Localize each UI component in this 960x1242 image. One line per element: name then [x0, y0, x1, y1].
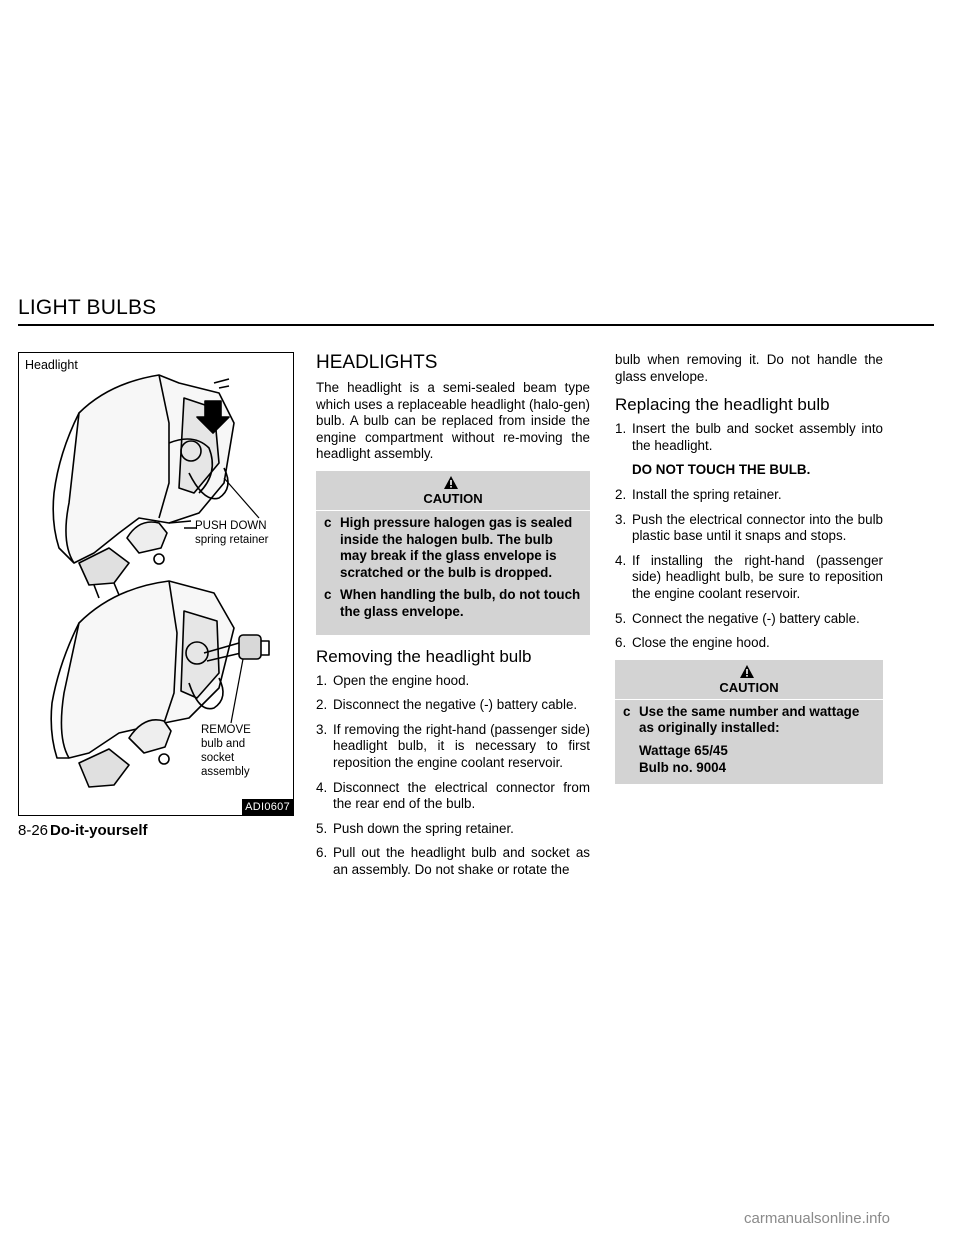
caution-item-text: High pressure halogen gas is sealed inside the halogen bulb. The bulb may break if the glass envelope is scratched or the bulb is dropped.: [340, 514, 573, 580]
list-item: [615, 553, 883, 603]
page-footer: [18, 822, 148, 839]
step-number: 6.: [615, 635, 627, 651]
list-item: [316, 845, 590, 878]
remove-label-line1: REMOVE: [201, 724, 251, 736]
step-text: Push the electrical connector into the bulb plastic base until it snaps and stops.: [632, 511, 883, 544]
step-text: Open the engine hood.: [333, 672, 470, 688]
step-text: Close the engine hood.: [632, 635, 770, 651]
remove-label-line4: assembly: [201, 766, 250, 778]
caution-header-2: [615, 660, 883, 700]
headlights-intro: The headlight is a semi-sealed beam type which uses a replaceable headlight (halo-gen) bulb. A bulb can be replaced from inside the engine compartment without re-moving the headlight assembly.: [316, 380, 590, 462]
list-item: [615, 611, 883, 628]
caution-box-2: [615, 660, 883, 784]
step-number: 1.: [316, 672, 328, 688]
step-text: If installing the right-hand (passenger side) headlight bulb, be sure to reposition the engine coolant reservoir.: [632, 552, 883, 601]
list-item: [316, 697, 590, 714]
step-number: 3.: [615, 511, 627, 527]
caution-label-1: CAUTION: [423, 490, 483, 506]
list-item: [316, 821, 590, 838]
list-item: [615, 487, 883, 504]
bullet-icon: c: [623, 703, 631, 719]
step-text: Install the spring retainer.: [632, 486, 782, 502]
list-item: [615, 635, 883, 652]
headlights-heading: HEADLIGHTS: [316, 352, 438, 373]
removing-continued: bulb when removing it. Do not handle the glass envelope.: [615, 352, 883, 384]
push-down-label-line2: spring retainer: [195, 534, 269, 546]
section-rule: [18, 324, 934, 326]
caution-item: [316, 587, 590, 620]
right-column: [615, 352, 883, 792]
list-item: [316, 673, 590, 690]
figure-title: Headlight: [25, 358, 78, 372]
headlight-figure: [18, 352, 294, 816]
step-number: 2.: [316, 697, 328, 713]
list-item: [316, 780, 590, 813]
chapter-name: Do-it-yourself: [50, 822, 148, 839]
step-number: 3.: [316, 721, 328, 737]
list-item: [316, 722, 590, 772]
figure-code: ADI0607: [242, 799, 293, 815]
step-number: 4.: [615, 552, 627, 568]
step-text: Connect the negative (-) battery cable.: [632, 610, 860, 626]
bulb-spec: Bulb no. 9004: [639, 759, 727, 775]
step-text: Insert the bulb and socket assembly into the headlight.: [632, 421, 883, 453]
warning-triangle-icon: [740, 665, 754, 678]
push-down-label-line1: PUSH DOWN: [195, 520, 267, 532]
step-text: Pull out the headlight bulb and socket as an assembly. Do not shake or rotate the: [333, 845, 590, 877]
step-text: If removing the right-hand (passenger side) headlight bulb, it is necessary to first reposition the engine coolant reservoir.: [333, 721, 590, 770]
caution-item: [615, 704, 883, 737]
step-number: 5.: [615, 610, 627, 626]
caution-item-text: Use the same number and wattage as originally installed:: [639, 703, 860, 736]
step-text: Push down the spring retainer.: [333, 820, 514, 836]
warning-triangle-icon: [444, 476, 458, 489]
caution-box-1: [316, 471, 590, 635]
page-number: 8-26: [18, 822, 49, 839]
middle-column: [316, 352, 590, 886]
headlight-illustration: [19, 353, 294, 816]
bullet-icon: c: [324, 514, 332, 530]
step-text: Disconnect the negative (-) battery cable.: [333, 697, 578, 713]
remove-label-line3: socket: [201, 752, 235, 764]
list-item: [615, 421, 883, 479]
remove-label-line2: bulb and: [201, 738, 246, 750]
watermark: carmanualsonline.info: [744, 1210, 890, 1227]
push-down-label: [195, 519, 269, 547]
step-number: 1.: [615, 421, 627, 437]
wattage-spec: Wattage 65/45: [639, 742, 728, 758]
step-number: 6.: [316, 845, 328, 861]
list-item: [615, 512, 883, 545]
step-number: 5.: [316, 820, 328, 836]
caution-item-text: When handling the bulb, do not touch the glass envelope.: [340, 587, 581, 619]
caution-item: [316, 515, 590, 581]
section-title: LIGHT BULBS: [18, 296, 157, 319]
bullet-icon: c: [324, 587, 332, 603]
step-number: 2.: [615, 486, 627, 502]
replacing-heading: Replacing the headlight bulb: [615, 395, 830, 415]
remove-label: [201, 723, 251, 779]
removing-steps: [316, 673, 590, 879]
step-number: 4.: [316, 779, 328, 795]
removing-heading: Removing the headlight bulb: [316, 646, 532, 666]
replacing-steps: [615, 421, 883, 652]
step-text: Disconnect the electrical connector from the rear end of the bulb.: [333, 779, 590, 812]
step-note: DO NOT TOUCH THE BULB.: [632, 462, 811, 478]
caution-label-2: CAUTION: [719, 679, 779, 695]
caution-header-1: [316, 471, 590, 511]
